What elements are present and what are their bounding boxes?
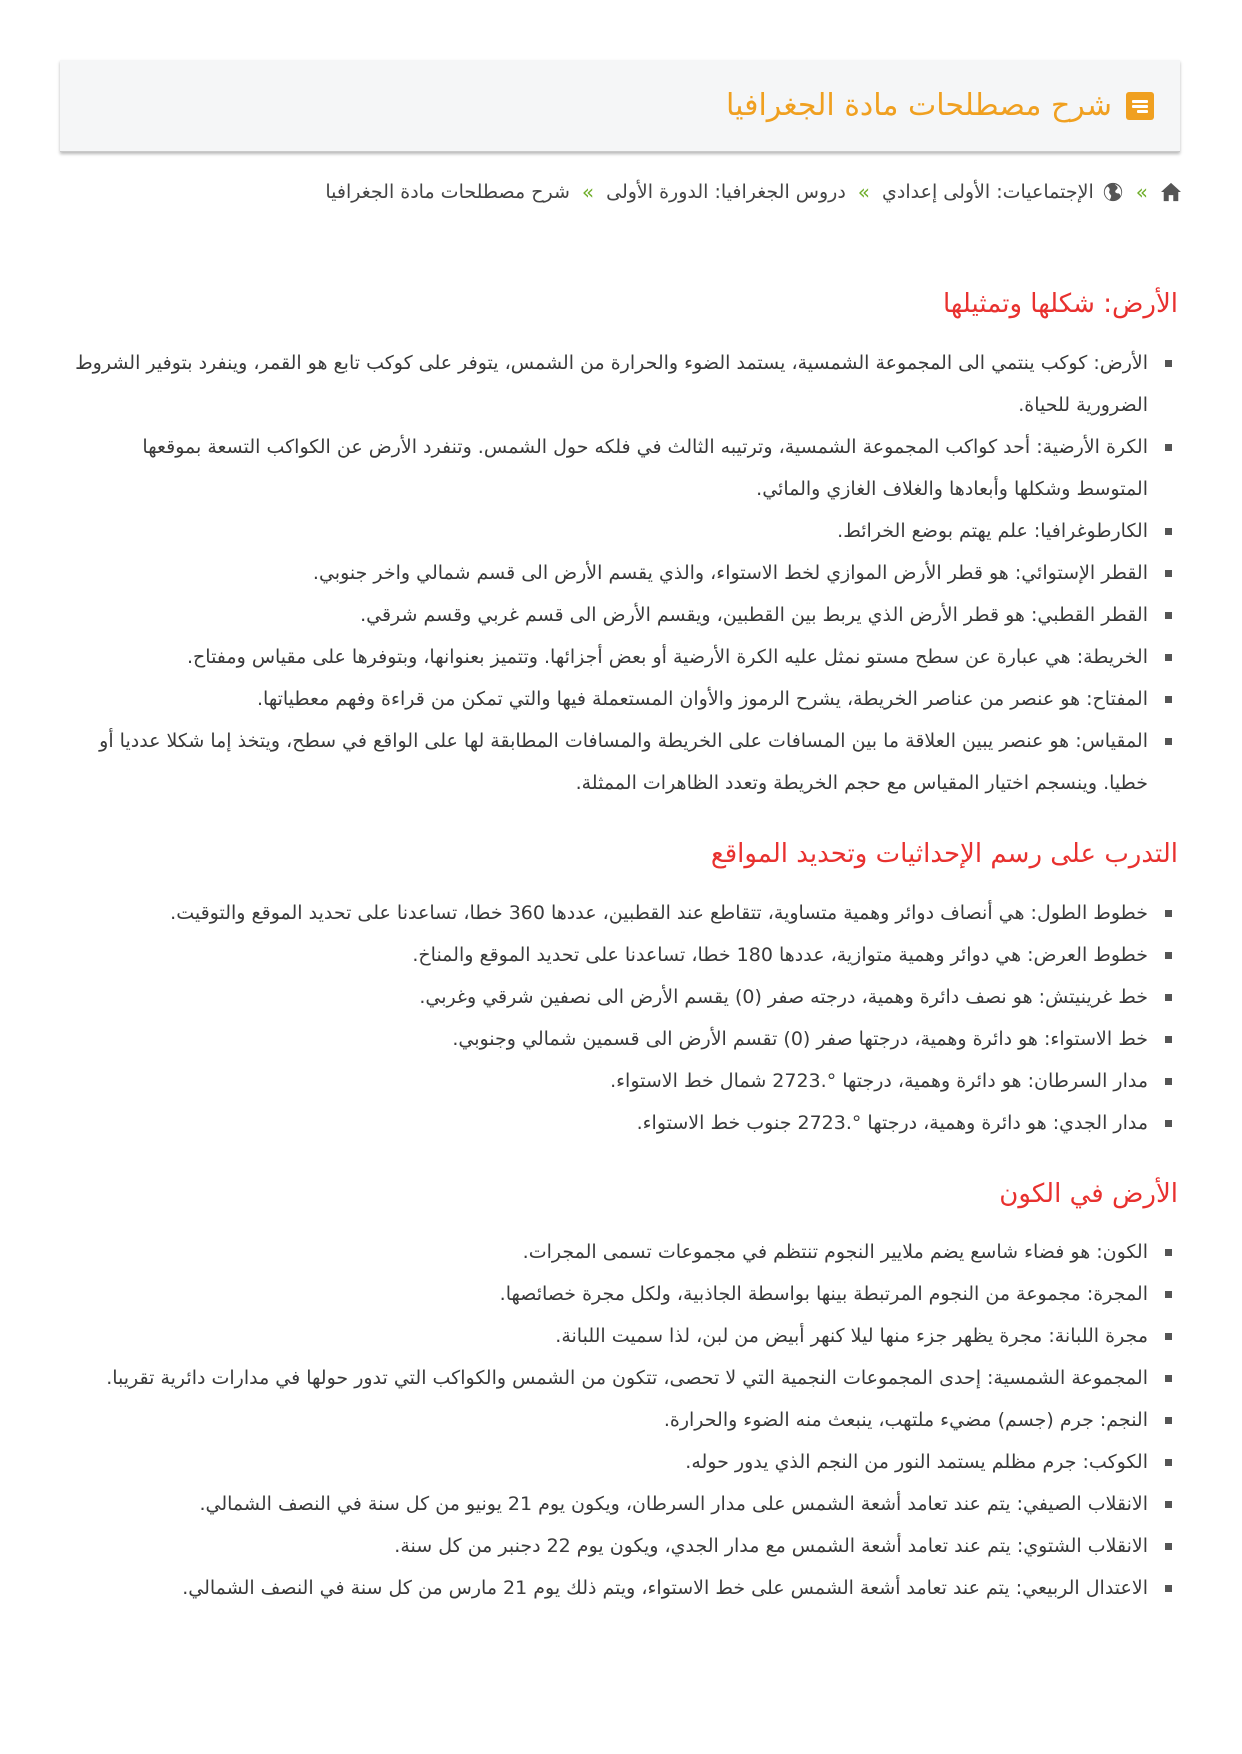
globe-icon [1102, 181, 1124, 203]
title-bar [60, 60, 1180, 152]
list-item: المقياس: هو عنصر يبين العلاقة ما بين المسافات على الخريطة والمسافات المطابقة لها على الواقع في سطح، ويتخذ إما شكلا عدديا أو خطيا. وينسجم اختيار المقياس مع حجم الخريطة وتعدد الظاهرات الممثلة. [70, 720, 1178, 804]
list-item: المجرة: مجموعة من النجوم المرتبطة بينها بواسطة الجاذبية، ولكل مجرة خصائصها. [70, 1273, 1178, 1315]
breadcrumb [325, 176, 1182, 208]
section-heading: الأرض في الكون [999, 1178, 1178, 1209]
list-item: النجم: جرم (جسم) مضيء ملتهب، ينبعث منه الضوء والحرارة. [70, 1399, 1178, 1441]
list-item: القطر القطبي: هو قطر الأرض الذي يربط بين القطبين، ويقسم الأرض الى قسم غربي وقسم شرقي. [70, 594, 1178, 636]
list-item: الانقلاب الصيفي: يتم عند تعامد أشعة الشمس على مدار السرطان، ويكون يوم 21 يونيو من كل سنة في النصف الشمالي. [70, 1483, 1178, 1525]
breadcrumb-home-link[interactable] [1160, 182, 1182, 202]
document-icon [1126, 92, 1154, 120]
list-item: القطر الإستوائي: هو قطر الأرض الموازي لخط الاستواء، والذي يقسم الأرض الى قسم شمالي واخر جنوبي. [70, 552, 1178, 594]
list-item: الكارطوغرافيا: علم يهتم بوضع الخرائط. [70, 510, 1178, 552]
breadcrumb-item-social-studies[interactable] [882, 181, 1124, 203]
list-item: مجرة اللبانة: مجرة يظهر جزء منها ليلا كنهر أبيض من لبن، لذا سميت اللبانة. [70, 1315, 1178, 1357]
list-item: خطوط الطول: هي أنصاف دوائر وهمية متساوية، تتقاطع عند القطبين، عددها 360 خطا، تساعدنا على تحديد الموقع والتوقيت. [70, 892, 1178, 934]
section-earth-in-universe [70, 1178, 1178, 1610]
breadcrumb-separator: » [581, 180, 595, 204]
list-item: الكرة الأرضية: أحد كواكب المجموعة الشمسية، وترتيبه الثالث في فلكه حول الشمس. وتنفرد الأرض عن الكواكب التسعة بموقعها المتوسط وشكلها وأبعادها والغلاف الغازي والمائي. [70, 426, 1178, 510]
breadcrumb-separator: » [857, 180, 871, 204]
list-item: خطوط العرض: هي دوائر وهمية متوازية، عددها 180 خطا، تساعدنا على تحديد الموقع والمناخ. [70, 934, 1178, 976]
list-item: مدار السرطان: هو دائرة وهمية، درجتها °.2723 شمال خط الاستواء. [70, 1060, 1178, 1102]
term-list [70, 342, 1178, 804]
page-title: شرح مصطلحات مادة الجغرافيا [725, 87, 1112, 123]
list-item: الكوكب: جرم مظلم يستمد النور من النجم الذي يدور حوله. [70, 1441, 1178, 1483]
section-heading: الأرض: شكلها وتمثيلها [942, 289, 1178, 319]
list-item: خط غرينيتش: هو نصف دائرة وهمية، درجته صفر (0) يقسم الأرض الى نصفين شرقي وغربي. [70, 976, 1178, 1018]
list-item: الانقلاب الشتوي: يتم عند تعامد أشعة الشمس مع مدار الجدي، ويكون يوم 22 دجنبر من كل سنة. [70, 1525, 1178, 1567]
breadcrumb-item-current: شرح مصطلحات مادة الجغرافيا [325, 181, 570, 203]
article-content [70, 288, 1178, 1643]
breadcrumb-separator: » [1135, 180, 1148, 204]
list-item: مدار الجدي: هو دائرة وهمية، درجتها °.2723 جنوب خط الاستواء. [70, 1102, 1178, 1144]
section-coordinates [70, 838, 1178, 1144]
list-item: الخريطة: هي عبارة عن سطح مستو نمثل عليه الكرة الأرضية أو بعض أجزائها. وتتميز بعنوانها، وبتوفرها على مقياس ومفتاح. [70, 636, 1178, 678]
breadcrumb-item-geography-lessons[interactable]: دروس الجغرافيا: الدورة الأولى [606, 181, 846, 203]
list-item: الأرض: كوكب ينتمي الى المجموعة الشمسية، يستمد الضوء والحرارة من الشمس، يتوفر على كوكب تابع هو القمر، وينفرد بتوفير الشروط الضرورية للحياة. [70, 342, 1178, 426]
list-item: الكون: هو فضاء شاسع يضم ملايير النجوم تنتظم في مجموعات تسمى المجرات. [70, 1231, 1178, 1273]
section-heading: التدرب على رسم الإحداثيات وتحديد المواقع [710, 838, 1178, 869]
list-item: خط الاستواء: هو دائرة وهمية، درجتها صفر (0) تقسم الأرض الى قسمين شمالي وجنوبي. [70, 1018, 1178, 1060]
list-item: الاعتدال الربيعي: يتم عند تعامد أشعة الشمس على خط الاستواء، ويتم ذلك يوم 21 مارس من كل سنة في النصف الشمالي. [70, 1567, 1178, 1609]
section-earth-shape [70, 288, 1178, 804]
term-list [70, 892, 1178, 1144]
home-icon [1160, 182, 1182, 202]
breadcrumb-item-label: الإجتماعيات: الأولى إعدادي [882, 181, 1094, 203]
list-item: المفتاح: هو عنصر من عناصر الخريطة، يشرح الرموز والأوان المستعملة فيها والتي تمكن من قراءة وفهم معطياتها. [70, 678, 1178, 720]
term-list [70, 1231, 1178, 1609]
list-item: المجموعة الشمسية: إحدى المجموعات النجمية التي لا تحصى، تتكون من الشمس والكواكب التي تدور حولها في مدارات دائرية تقريبا. [70, 1357, 1178, 1399]
